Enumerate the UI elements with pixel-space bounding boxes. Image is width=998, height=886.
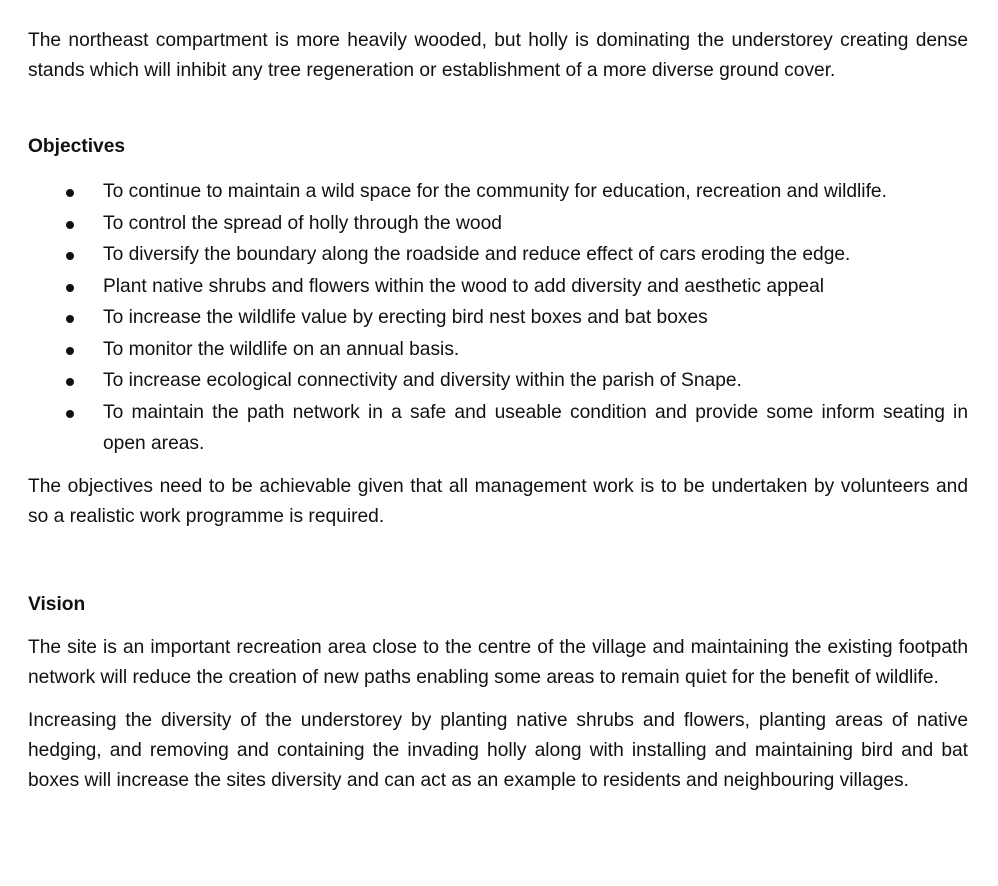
vision-paragraph-2: Increasing the diversity of the understorey by planting native shrubs and flowers, planting areas of native hedging, and removing and containing the invading holly along with installing and maintaining bird and bat boxes will increase the sites diversity and can act as an example to residents and neighbouring villages.	[28, 709, 968, 791]
objective-text: Plant native shrubs and flowers within the wood to add diversity and aesthetic appeal	[103, 275, 825, 297]
objectives-note-paragraph: The objectives need to be achievable given that all management work is to be undertaken by volunteers and so a realistic work programme is required.	[28, 475, 968, 527]
vision-paragraph-1: The site is an important recreation area close to the centre of the village and maintaining the existing footpath network will reduce the creation of new paths enabling some areas to remain quiet for the benefit of wildlife.	[28, 636, 968, 688]
bullet-icon	[66, 252, 74, 260]
objective-text: To control the spread of holly through the wood	[103, 212, 502, 234]
bullet-icon	[66, 378, 74, 386]
objective-item	[28, 176, 968, 208]
objectives-list	[28, 176, 968, 460]
bullet-icon	[66, 410, 74, 418]
bullet-icon	[66, 347, 74, 355]
objective-text: To monitor the wildlife on an annual basis.	[103, 338, 460, 360]
objective-item	[28, 239, 968, 271]
objective-item	[28, 365, 968, 397]
objective-text: To increase ecological connectivity and diversity within the parish of Snape.	[103, 370, 742, 391]
intro-paragraph: The northeast compartment is more heavily wooded, but holly is dominating the understorey creating dense stands which will inhibit any tree regeneration or establishment of a more diverse ground cover.	[28, 30, 968, 81]
objective-item	[28, 271, 968, 303]
objective-item	[28, 397, 968, 460]
objective-text: To increase the wildlife value by erecting bird nest boxes and bat boxes	[103, 307, 708, 328]
objective-text: To maintain the path network in a safe and useable condition and provide some inform seating in open areas.	[103, 401, 968, 454]
objective-text: To continue to maintain a wild space for the community for education, recreation and wildlife.	[103, 181, 887, 202]
objective-item	[28, 208, 968, 240]
document-page	[28, 26, 968, 796]
vision-heading: Vision	[28, 593, 86, 615]
bullet-icon	[66, 315, 74, 323]
bullet-icon	[66, 284, 74, 292]
bullet-icon	[66, 221, 74, 229]
objective-item	[28, 334, 968, 366]
bullet-icon	[66, 189, 74, 197]
objective-item	[28, 302, 968, 334]
objective-text: To diversify the boundary along the roadside and reduce effect of cars eroding the edge.	[103, 244, 851, 265]
objectives-heading: Objectives	[28, 136, 126, 157]
